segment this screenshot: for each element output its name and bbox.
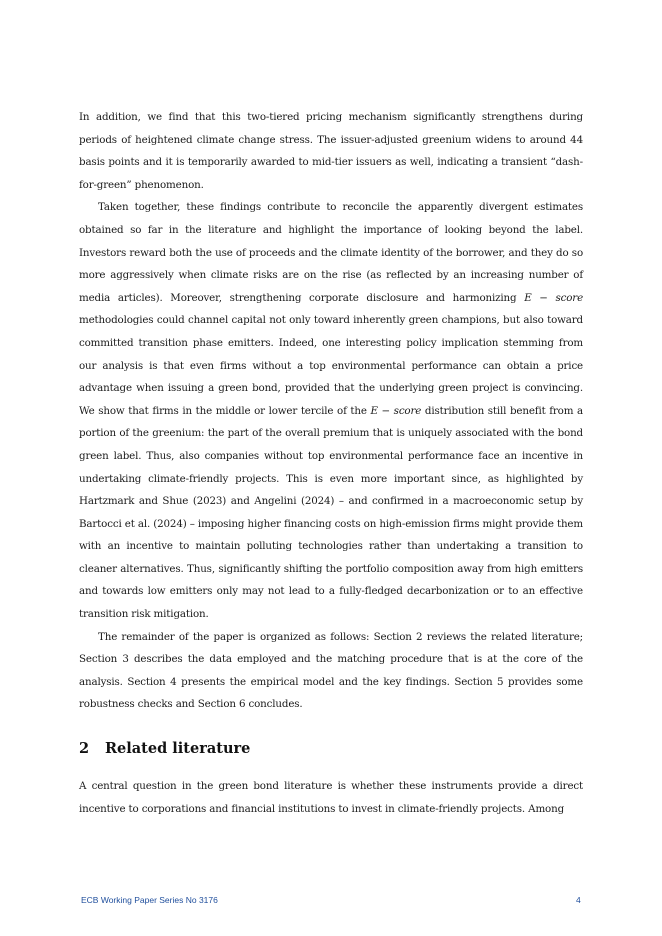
paragraph [79,196,583,625]
paragraph [79,775,583,820]
intro-body-text [79,106,583,716]
paragraph [79,106,583,196]
text-run: A central question in the green bond literature is whether these instruments provide a direct incentive to corporations and financial institutions to invest in climate-friendly projects. Among [79,780,583,815]
text-run: Taken together, these findings contribute to reconcile the apparently divergent estimates obtained so far in the literature and highlight the importance of looking beyond the label. Investors reward both the use of proceeds and the climate identity of the borrower, and they do so more aggressively when climate risks are on the rise (as reflected by an increasing number of media articles). Moreover, strengthening corporate disclosure and harmonizing [79,201,583,304]
section-heading [79,740,250,757]
math-expression: E − score [370,404,422,417]
section-body-text [79,775,583,820]
section-number: 2 [79,740,90,757]
text-run: The remainder of the paper is organized as follows: Section 2 reviews the related literature; Section 3 describes the data employed and the matching procedure that is at the core of the analysis. Section 4 presents the empirical model and the key findings. Section 5 provides some robustness checks and Section 6 concludes. [79,630,583,711]
text-run: In addition, we find that this two-tiered pricing mechanism significantly strengthens during periods of heightened climate change stress. The issuer-adjusted greenium widens to around 44 basis points and it is temporarily awarded to mid-tier issuers as well, indicating a transient “dash-for-green” phenomenon. [79,111,583,191]
paragraph [79,626,583,716]
text-run: methodologies could channel capital not only toward inherently green champions, but also toward committed transition phase emitters. Indeed, one interesting policy implication stemming from our analysis is that even firms without a top environmental performance can obtain a price advantage when issuing a green bond, provided that the underlying green project is convincing. We show that firms in the middle or lower tercile of the [79,314,583,417]
section-title: Related literature [105,740,251,757]
footer-page-number: 4 [576,895,581,905]
text-run: distribution still benefit from a portion of the greenium: the part of the overall premium that is uniquely associated with the bond green label. Thus, also companies without top environmental performance face an incentive in undertaking climate-friendly projects. This is even more important since, as highlighted by Hartzmark and Shue (2023) and Angelini (2024) – and confirmed in a macroeconomic setup by Bartocci et al. (2024) – imposing higher financing costs on high-emission firms might provide them with an incentive to maintain polluting technologies rather than undertaking a transition to cleaner alternatives. Thus, significantly shifting the portfolio composition away from high emitters and towards low emitters only may not lead to a fully-fledged decarbonization or to an effective transition risk mitigation. [79,404,583,621]
math-expression: E − score [524,291,584,304]
footer-series: ECB Working Paper Series No 3176 [81,895,218,905]
